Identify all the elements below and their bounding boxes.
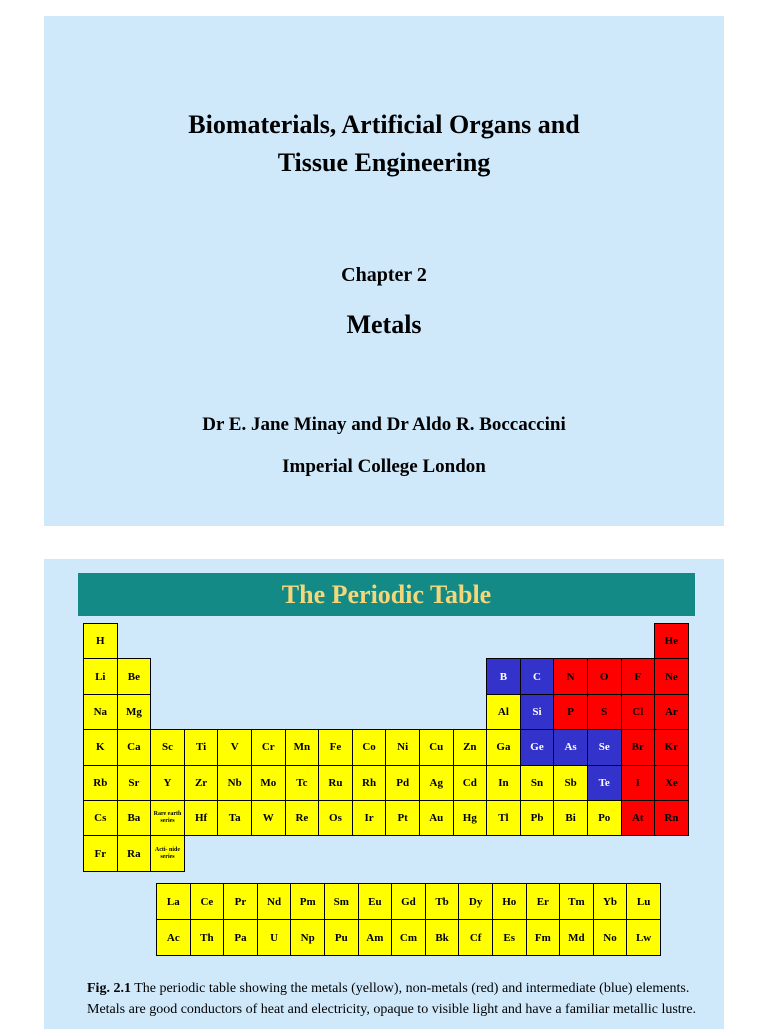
authors: Dr E. Jane Minay and Dr Aldo R. Boccaccini — [202, 414, 566, 435]
element-cell-k: K — [83, 729, 118, 765]
title-line-1: Biomaterials, Artificial Organs and — [188, 110, 580, 139]
element-cell-hf: Hf — [184, 800, 219, 836]
element-cell-mo: Mo — [251, 765, 286, 801]
element-cell-pu: Pu — [324, 919, 359, 956]
element-cell-p: P — [553, 694, 588, 730]
element-cell-ac: Ac — [156, 919, 191, 956]
element-cell-o: O — [587, 658, 622, 694]
element-cell-as: As — [553, 729, 588, 765]
element-cell-se: Se — [587, 729, 622, 765]
element-cell-pm: Pm — [290, 883, 325, 920]
element-cell-s: S — [587, 694, 622, 730]
element-cell-at: At — [621, 800, 656, 836]
element-cell-ga: Ga — [486, 729, 521, 765]
element-cell-ce: Ce — [190, 883, 225, 920]
element-cell-na: Na — [83, 694, 118, 730]
element-cell-cl: Cl — [621, 694, 656, 730]
element-cell-v: V — [217, 729, 252, 765]
element-cell-rb: Rb — [83, 765, 118, 801]
element-cell-ho: Ho — [492, 883, 527, 920]
element-cell-acti-nide-series: Acti- nide series — [150, 835, 185, 871]
element-cell-u: U — [257, 919, 292, 956]
element-cell-co: Co — [352, 729, 387, 765]
element-cell-md: Md — [559, 919, 594, 956]
institution: Imperial College London — [282, 456, 486, 477]
element-cell-pr: Pr — [223, 883, 258, 920]
element-cell-tb: Tb — [425, 883, 460, 920]
element-cell-po: Po — [587, 800, 622, 836]
element-cell-pb: Pb — [520, 800, 555, 836]
element-cell-tc: Tc — [285, 765, 320, 801]
element-cell-b: B — [486, 658, 521, 694]
chapter-label: Chapter 2 — [341, 264, 427, 286]
element-cell-la: La — [156, 883, 191, 920]
element-cell-er: Er — [526, 883, 561, 920]
caption-label: Fig. 2.1 — [87, 981, 131, 996]
element-cell-ba: Ba — [117, 800, 152, 836]
element-cell-rn: Rn — [654, 800, 689, 836]
element-cell-sm: Sm — [324, 883, 359, 920]
element-cell-mg: Mg — [117, 694, 152, 730]
element-cell-yb: Yb — [593, 883, 628, 920]
element-cell-dy: Dy — [458, 883, 493, 920]
element-cell-sn: Sn — [520, 765, 555, 801]
element-cell-he: He — [654, 623, 689, 659]
element-cell-fm: Fm — [526, 919, 561, 956]
slide-title: The Periodic Table — [281, 579, 492, 609]
element-cell-pt: Pt — [385, 800, 420, 836]
element-cell-ru: Ru — [318, 765, 353, 801]
element-cell-nd: Nd — [257, 883, 292, 920]
element-cell-y: Y — [150, 765, 185, 801]
element-cell-in: In — [486, 765, 521, 801]
element-cell-br: Br — [621, 729, 656, 765]
element-cell-os: Os — [318, 800, 353, 836]
lanthanide-actinide-grid — [156, 883, 660, 955]
element-cell-li: Li — [83, 658, 118, 694]
element-cell-fe: Fe — [318, 729, 353, 765]
element-cell-ta: Ta — [217, 800, 252, 836]
element-cell-th: Th — [190, 919, 225, 956]
slide-header — [78, 573, 695, 616]
element-cell-sr: Sr — [117, 765, 152, 801]
figure-caption — [87, 978, 697, 1020]
element-cell-rh: Rh — [352, 765, 387, 801]
title-slide — [44, 16, 724, 526]
element-cell-h: H — [83, 623, 118, 659]
element-cell-gd: Gd — [391, 883, 426, 920]
element-cell-w: W — [251, 800, 286, 836]
element-cell-re: Re — [285, 800, 320, 836]
element-cell-f: F — [621, 658, 656, 694]
caption-text: The periodic table showing the metals (yellow), non-metals (red) and intermediate (blue) elements. Metals are good conductors of heat and electricity, opaque to visible light and have a familiar metallic lustre. — [87, 981, 697, 1017]
title-line-2: Tissue Engineering — [277, 148, 491, 177]
element-cell-xe: Xe — [654, 765, 689, 801]
element-cell-cs: Cs — [83, 800, 118, 836]
element-cell-np: Np — [290, 919, 325, 956]
element-cell-cm: Cm — [391, 919, 426, 956]
element-cell-am: Am — [358, 919, 393, 956]
element-cell-tl: Tl — [486, 800, 521, 836]
element-cell-i: I — [621, 765, 656, 801]
element-cell-ni: Ni — [385, 729, 420, 765]
element-cell-nb: Nb — [217, 765, 252, 801]
periodic-table-grid — [83, 623, 688, 871]
element-cell-ti: Ti — [184, 729, 219, 765]
element-cell-sb: Sb — [553, 765, 588, 801]
element-cell-fr: Fr — [83, 835, 118, 871]
element-cell-ra: Ra — [117, 835, 152, 871]
element-cell-pa: Pa — [223, 919, 258, 956]
element-cell-cr: Cr — [251, 729, 286, 765]
chapter-title: Metals — [346, 310, 422, 339]
element-cell-cu: Cu — [419, 729, 454, 765]
element-cell-bk: Bk — [425, 919, 460, 956]
element-cell-rare-earth-series: Rare earth series — [150, 800, 185, 836]
element-cell-no: No — [593, 919, 628, 956]
element-cell-ne: Ne — [654, 658, 689, 694]
document-title — [44, 106, 724, 182]
element-cell-si: Si — [520, 694, 555, 730]
element-cell-lu: Lu — [626, 883, 661, 920]
element-cell-lw: Lw — [626, 919, 661, 956]
element-cell-be: Be — [117, 658, 152, 694]
element-cell-pd: Pd — [385, 765, 420, 801]
element-cell-eu: Eu — [358, 883, 393, 920]
element-cell-zr: Zr — [184, 765, 219, 801]
element-cell-ag: Ag — [419, 765, 454, 801]
element-cell-tm: Tm — [559, 883, 594, 920]
element-cell-cd: Cd — [453, 765, 488, 801]
element-cell-ar: Ar — [654, 694, 689, 730]
element-cell-ca: Ca — [117, 729, 152, 765]
element-cell-al: Al — [486, 694, 521, 730]
element-cell-te: Te — [587, 765, 622, 801]
element-cell-c: C — [520, 658, 555, 694]
element-cell-mn: Mn — [285, 729, 320, 765]
periodic-table-slide — [44, 559, 724, 1029]
element-cell-ir: Ir — [352, 800, 387, 836]
element-cell-bi: Bi — [553, 800, 588, 836]
element-cell-zn: Zn — [453, 729, 488, 765]
element-cell-sc: Sc — [150, 729, 185, 765]
element-cell-kr: Kr — [654, 729, 689, 765]
element-cell-cf: Cf — [458, 919, 493, 956]
element-cell-au: Au — [419, 800, 454, 836]
element-cell-es: Es — [492, 919, 527, 956]
element-cell-n: N — [553, 658, 588, 694]
element-cell-ge: Ge — [520, 729, 555, 765]
element-cell-hg: Hg — [453, 800, 488, 836]
